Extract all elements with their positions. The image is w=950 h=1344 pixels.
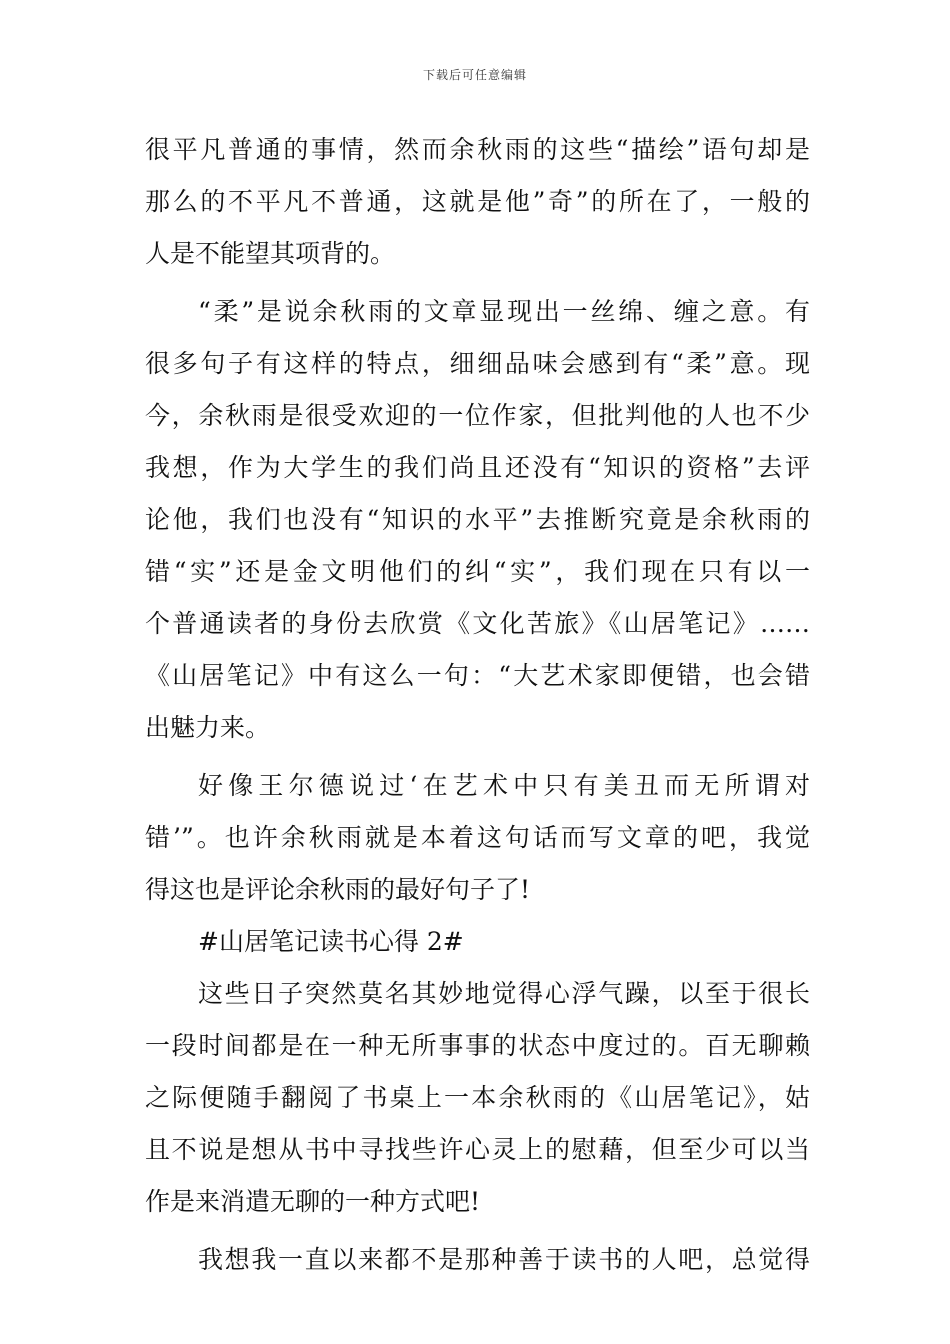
text-line: “柔”是说余秋雨的文章显现出一丝绵、缠之意。有 xyxy=(198,297,810,326)
text-line: 出魅力来。 xyxy=(145,713,271,742)
text-line: 今，余秋雨是很受欢迎的一位作家，但批判他的人也不少 xyxy=(145,401,810,430)
text-line: 我想我一直以来都不是那种善于读书的人吧，总觉得 xyxy=(198,1245,810,1274)
text-line: 很平凡普通的事情，然而余秋雨的这些“描绘”语句却是 xyxy=(145,135,810,164)
text-line: 个普通读者的身份去欣赏《文化苦旅》《山居笔记》…… xyxy=(145,609,810,638)
text-line: 之际便随手翻阅了书桌上一本余秋雨的《山居笔记》，姑 xyxy=(145,1083,810,1112)
text-line: 好像王尔德说过‘在艺术中只有美丑而无所谓对 xyxy=(198,771,810,800)
text-line: 我想，作为大学生的我们尚且还没有“知识的资格”去评 xyxy=(145,453,810,482)
text-line: 很多句子有这样的特点，细细品味会感到有“柔”意。现 xyxy=(145,349,810,378)
text-line: 这些日子突然莫名其妙地觉得心浮气躁，以至于很长 xyxy=(198,979,810,1008)
text-line: 《山居笔记》中有这么一句：“大艺术家即便错，也会错 xyxy=(145,661,810,690)
text-line: 错“实”还是金文明他们的纠“实”，我们现在只有以一 xyxy=(145,557,810,586)
text-line: 一段时间都是在一种无所事事的状态中度过的。百无聊赖 xyxy=(145,1031,810,1060)
text-line: 论他，我们也没有“知识的水平”去推断究竟是余秋雨的 xyxy=(145,505,810,534)
text-line: 且不说是想从书中寻找些许心灵上的慰藉，但至少可以当 xyxy=(145,1135,810,1164)
section-heading: #山居笔记读书心得 2# xyxy=(198,927,464,956)
page-header: 下载后可任意编辑 xyxy=(422,68,527,82)
document-body xyxy=(145,124,810,1286)
text-line: 得这也是评论余秋雨的最好句子了! xyxy=(145,875,531,904)
text-line: 人是不能望其项背的。 xyxy=(145,239,396,268)
text-line: 错’”。也许余秋雨就是本着这句话而写文章的吧，我觉 xyxy=(145,823,810,852)
text-line: 那么的不平凡不普通，这就是他”奇”的所在了，一般的 xyxy=(145,187,810,216)
text-line: 作是来消遣无聊的一种方式吧! xyxy=(145,1187,481,1216)
